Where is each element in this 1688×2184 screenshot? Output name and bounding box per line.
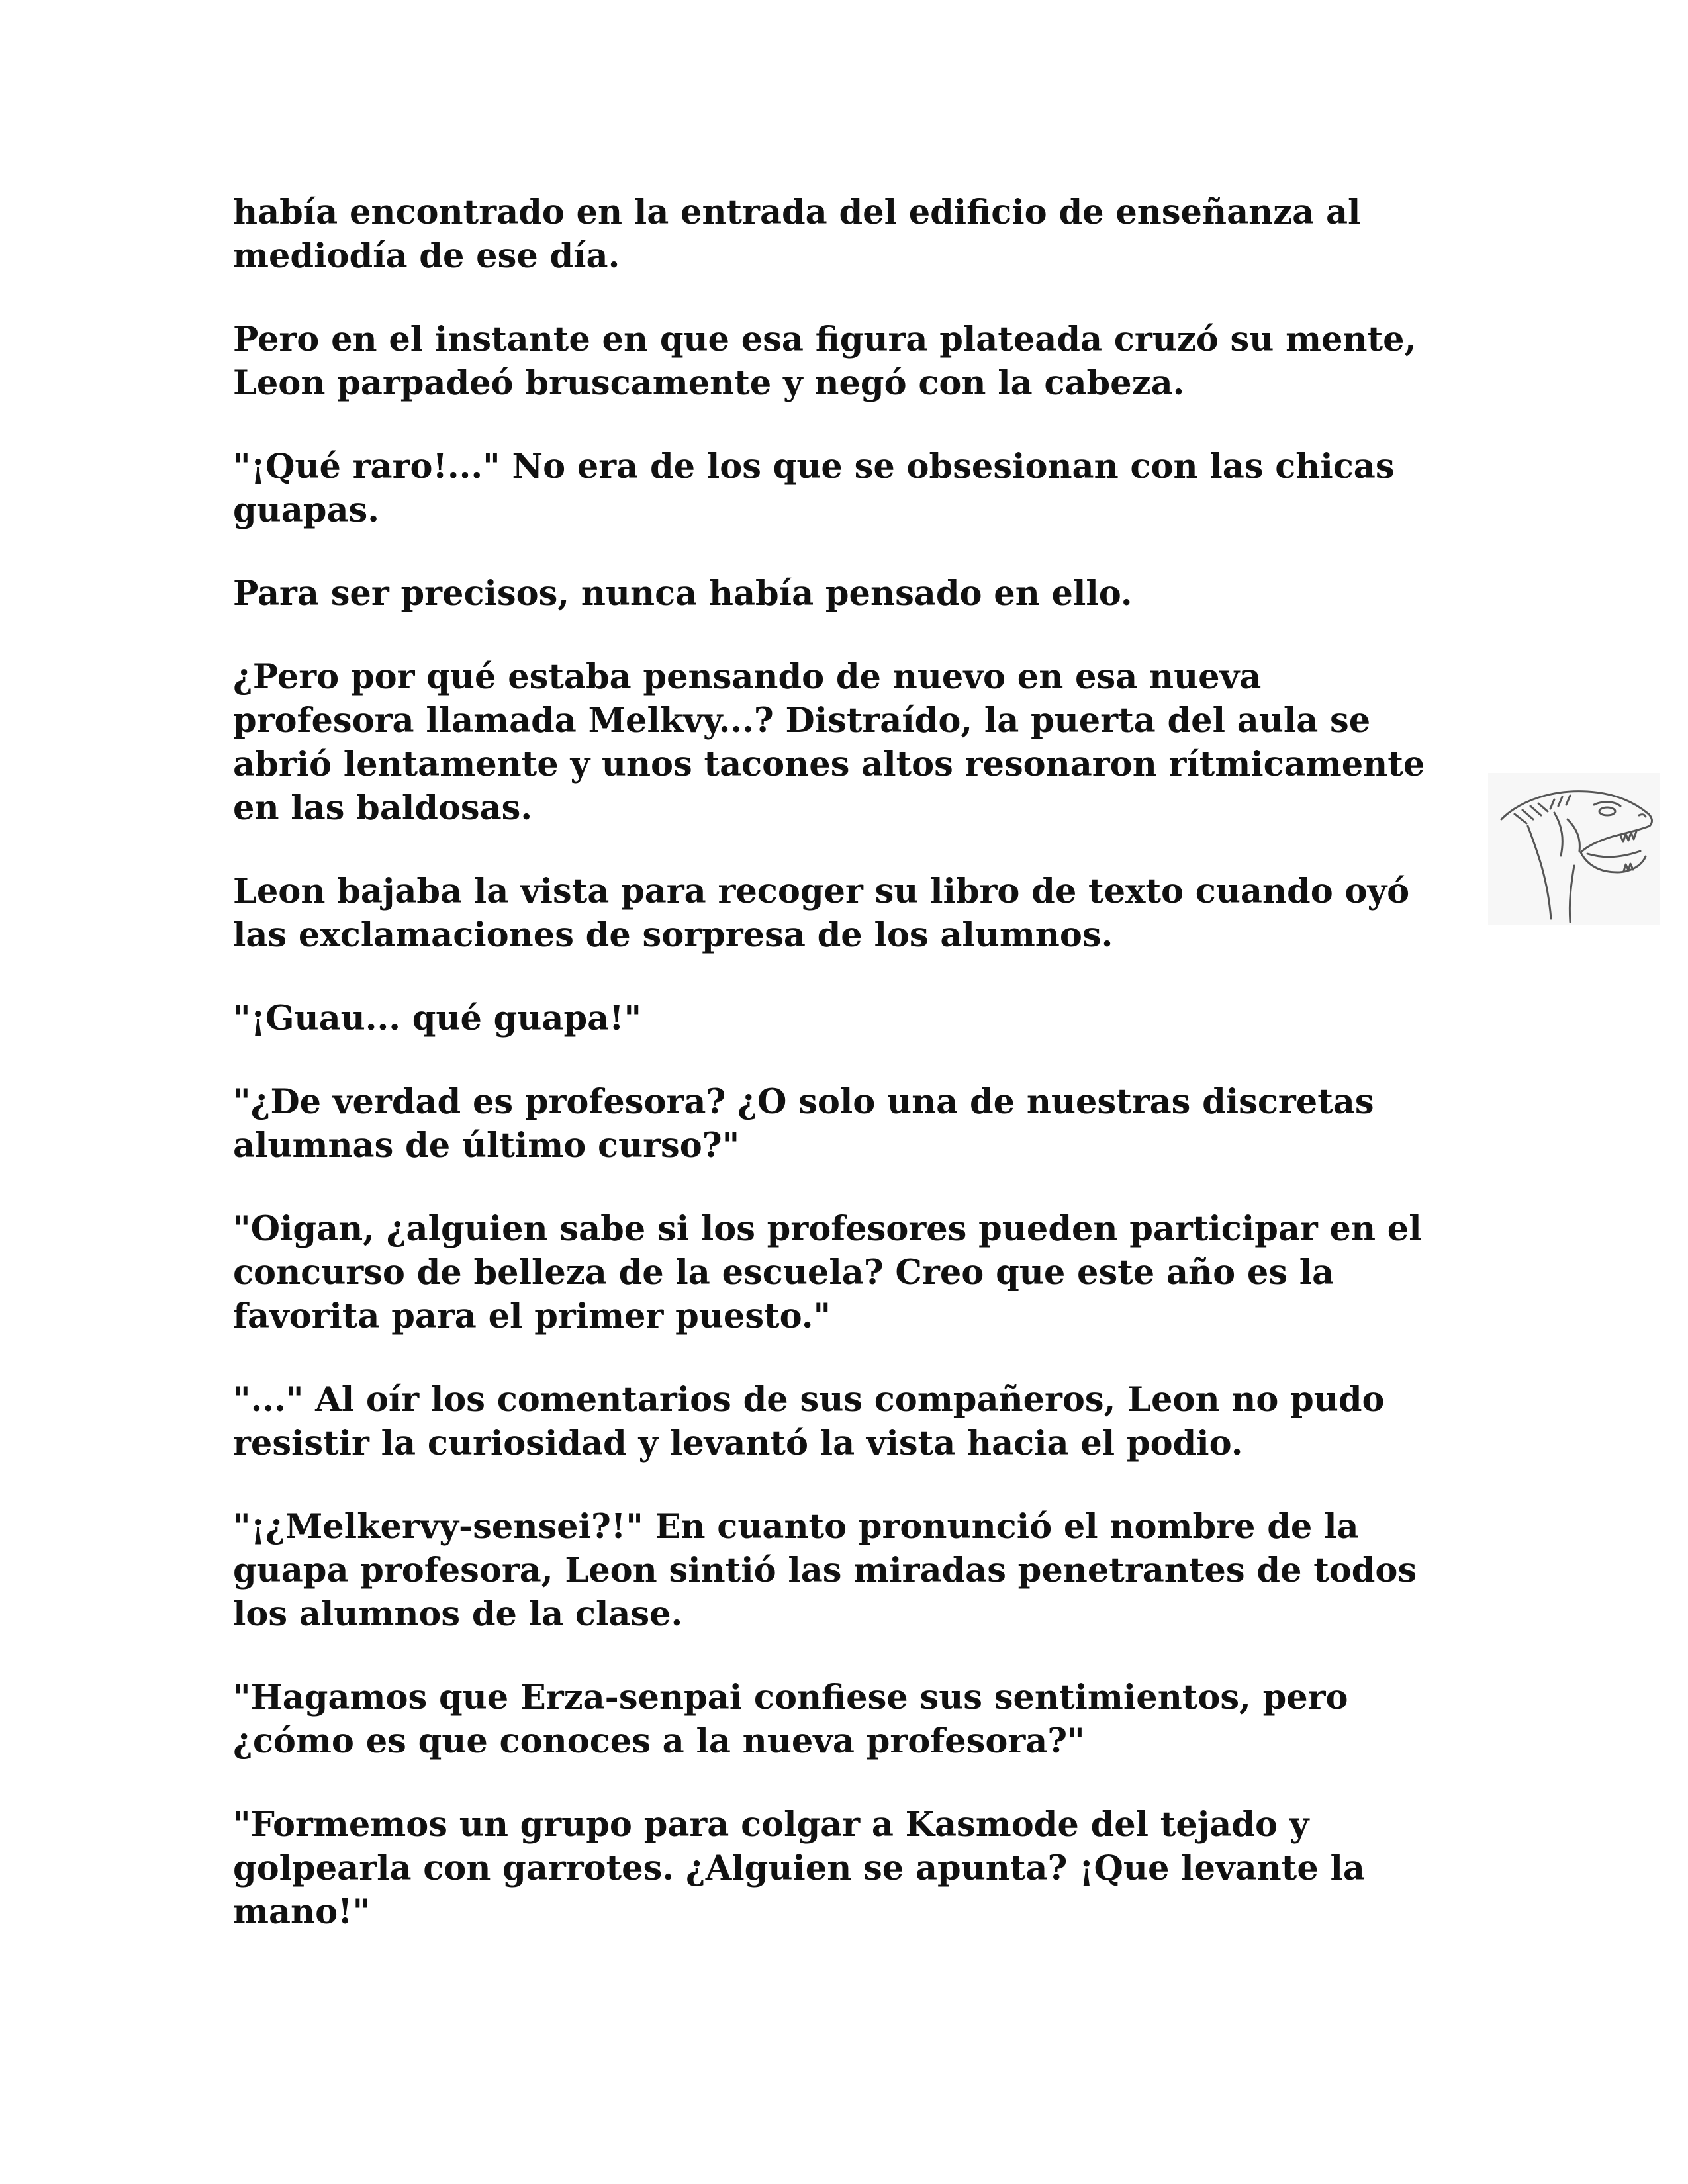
paragraph: ¿Pero por qué estaba pensando de nuevo en esa nueva profesora llamada Melkvy...? Distraído, la puerta del aula se abrió lentamente y unos tacones altos resonaron rítmicamente en las baldosas. <box>233 657 1425 828</box>
paragraph: "¡¿Melkervy-sensei?!" En cuanto pronunció el nombre de la guapa profesora, Leon sintió las miradas penetrantes de todos los alumnos de la clase. <box>233 1507 1417 1634</box>
paragraph: había encontrado en la entrada del edificio de enseñanza al mediodía de ese día. <box>233 193 1361 276</box>
paragraph: "¿De verdad es profesora? ¿O solo una de nuestras discretas alumnas de último curso?" <box>233 1082 1374 1165</box>
dinosaur-head-sketch-icon <box>1488 773 1660 925</box>
paragraph: Para ser precisos, nunca había pensado en ello. <box>233 574 1133 614</box>
paragraph: "Hagamos que Erza-senpai confiese sus sentimientos, pero ¿cómo es que conoces a la nueva profesora?" <box>233 1678 1348 1761</box>
paragraph: "..." Al oír los comentarios de sus compañeros, Leon no pudo resistir la curiosidad y levantó la vista hacia el podio. <box>233 1380 1385 1463</box>
paragraph: Leon bajaba la vista para recoger su libro de texto cuando oyó las exclamaciones de sorpresa de los alumnos. <box>233 872 1410 955</box>
paragraph: "¡Qué raro!..." No era de los que se obsesionan con las chicas guapas. <box>233 447 1395 530</box>
paragraph: Pero en el instante en que esa figura plateada cruzó su mente, Leon parpadeó bruscamente y negó con la cabeza. <box>233 320 1417 403</box>
paragraph: "Formemos un grupo para colgar a Kasmode del tejado y golpearla con garrotes. ¿Alguien se apunta? ¡Que levante la mano!" <box>233 1805 1365 1932</box>
paragraph: "Oigan, ¿alguien sabe si los profesores pueden participar en el concurso de belleza de la escuela? Creo que este año es la favorita para el primer puesto." <box>233 1209 1422 1336</box>
paragraph: "¡Guau... qué guapa!" <box>233 999 642 1038</box>
body-text <box>233 191 1451 1974</box>
